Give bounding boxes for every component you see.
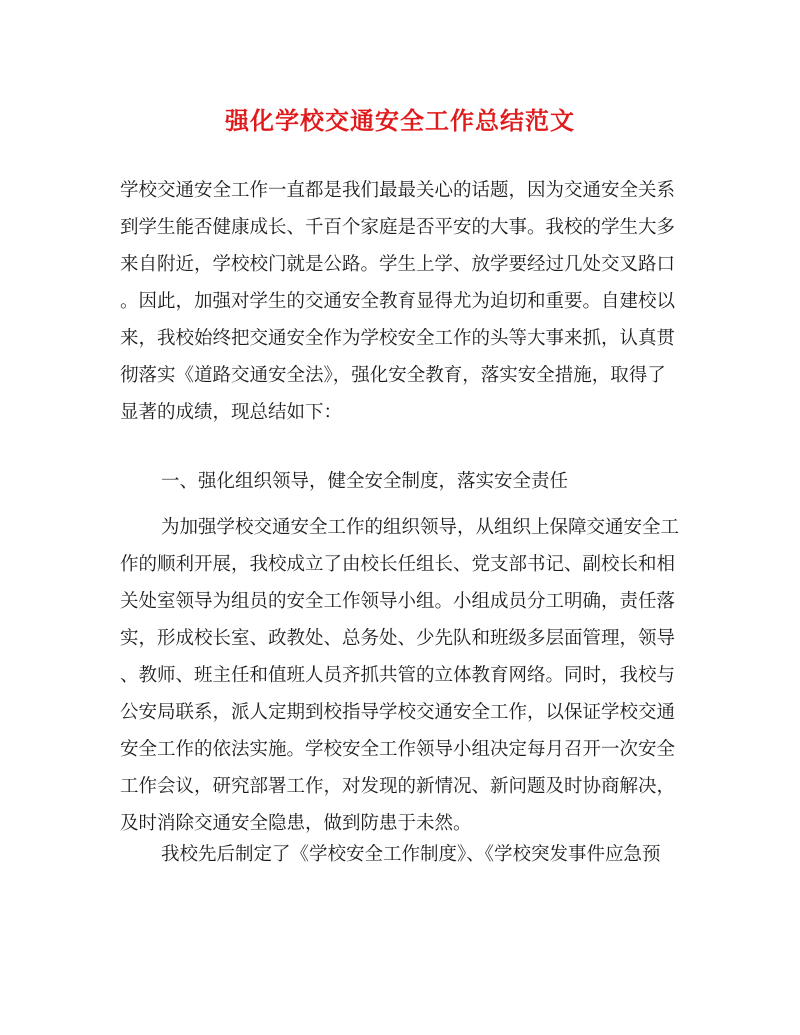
text-line: 作的顺利开展，我校成立了由校长任组长、党支部书记、副校长和相 xyxy=(120,554,676,575)
paragraph-regulations xyxy=(120,836,686,873)
text-line: 、教师、班主任和值班人员齐抓共管的立体教育网络。同时，我校与 xyxy=(120,665,676,686)
text-line: 到学生能否健康成长、千百个家庭是否平安的大事。我校的学生大多 xyxy=(120,217,676,238)
section-heading xyxy=(120,463,686,500)
text-line: 关处室领导为组员的安全工作领导小组。小组成员分工明确，责任落 xyxy=(120,591,676,612)
section-heading-text: 一、强化组织领导，健全安全制度，落实安全责任 xyxy=(161,471,569,492)
paragraph-intro xyxy=(120,172,686,431)
text-line: 工作会议，研究部署工作，对发现的新情况、新问题及时协商解决， xyxy=(120,776,676,797)
text-line: 安全工作的依法实施。学校安全工作领导小组决定每月召开一次安全 xyxy=(120,739,676,760)
text-line: 彻落实《道路交通安全法》，强化安全教育，落实安全措施，取得了 xyxy=(120,365,666,386)
paragraph-organization xyxy=(120,509,686,842)
text-line: 我校先后制定了《学校安全工作制度》、《学校突发事件应急预 xyxy=(161,844,661,865)
text-line: 公安局联系，派人定期到校指导学校交通安全工作，以保证学校交通 xyxy=(120,702,676,723)
text-line: 及时消除交通安全隐患，做到防患于未然。 xyxy=(120,813,472,834)
text-line: 来，我校始终把交通安全作为学校安全工作的头等大事来抓，认真贯 xyxy=(120,328,676,349)
text-line: 学校交通安全工作一直都是我们最最关心的话题，因为交通安全关系 xyxy=(120,180,676,201)
text-line: 。因此，加强对学生的交通安全教育显得尤为迫切和重要。自建校以 xyxy=(120,291,676,312)
text-line: 为加强学校交通安全工作的组织领导，从组织上保障交通安全工 xyxy=(161,517,680,538)
document-title: 强化学校交通安全工作总结范文 xyxy=(225,106,575,135)
text-line: 实，形成校长室、政教处、总务处、少先队和班级多层面管理，领导 xyxy=(120,628,676,649)
text-line: 显著的成绩，现总结如下： xyxy=(120,402,343,423)
text-line: 来自附近，学校校门就是公路。学生上学、放学要经过几处交叉路口 xyxy=(120,254,676,275)
